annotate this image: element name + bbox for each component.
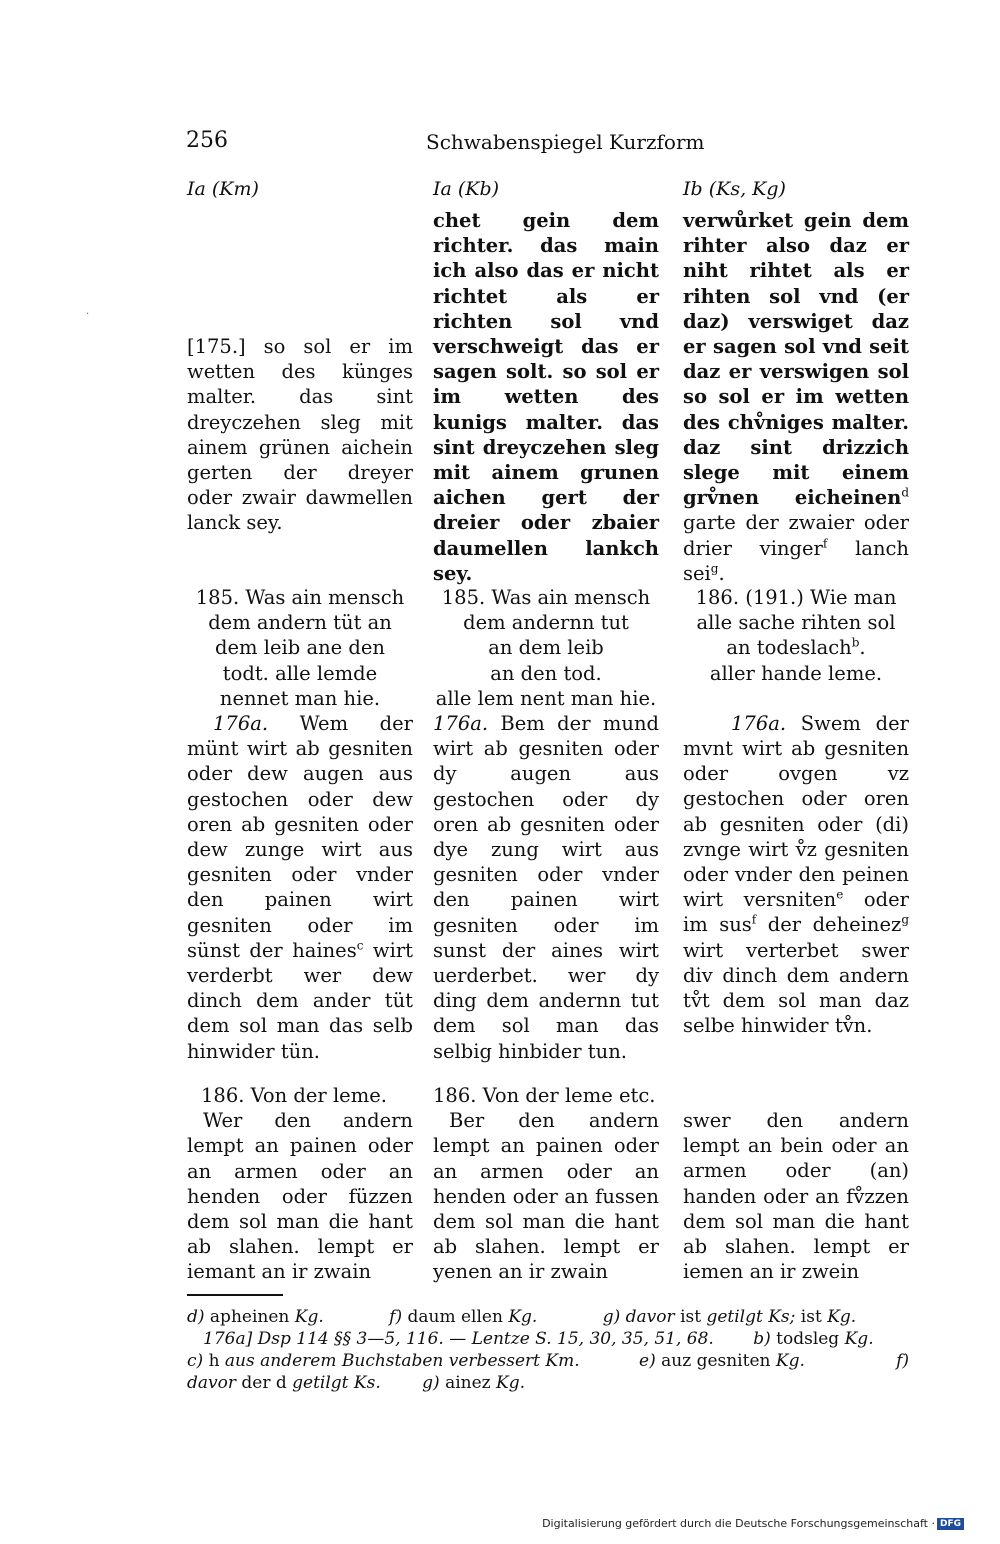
footnote-line-3 bbox=[187, 1350, 909, 1372]
footnote-ref: d bbox=[901, 485, 909, 500]
text: Digitalisierung gefördert durch die Deutsche Forschungsgemeinschaft · bbox=[542, 1517, 935, 1530]
title-line: todt. alle lemde bbox=[222, 661, 378, 685]
footnote-label: f) bbox=[896, 1351, 909, 1371]
footnote-label: b) bbox=[753, 1329, 771, 1349]
section-title bbox=[433, 585, 659, 711]
title-line: aller hande leme. bbox=[709, 661, 883, 685]
footnote-ref: b bbox=[851, 635, 860, 650]
title-line: an den tod. bbox=[490, 661, 602, 685]
block1-col-ks-kg bbox=[683, 208, 909, 586]
title-line: alle sache rihten sol bbox=[696, 611, 896, 635]
paragraph: Ber den andern lempt an painen oder an armen oder an henden oder an fussen dem sol man die hant ab slahen. lempt er yenen an ir zwain bbox=[433, 1109, 659, 1284]
footnote-label: f) bbox=[389, 1307, 403, 1327]
section-title: 186. Von der leme etc. bbox=[433, 1084, 656, 1107]
text: Wem der münt wirt ab gesniten oder dew augen aus gestochen oder dew oren ab gesniten oder dew zunge wirt aus gesniten oder vnder den painen wirt gesniten oder im sünst der haines bbox=[187, 712, 413, 962]
text: Swem der mvnt wirt ab gesniten oder ovgen vz gestochen oder oren ab gesniten oder (di) zvnge wirt v̊z gesniten oder vnder den peinen wirt versniten bbox=[683, 711, 909, 912]
page-number: 256 bbox=[186, 128, 228, 153]
title-line: dem andernn tut bbox=[463, 611, 629, 635]
digitization-note bbox=[542, 1517, 964, 1530]
footnote-label: g) bbox=[422, 1373, 440, 1393]
footnote-siglum: Kg. bbox=[775, 1351, 805, 1371]
footnote-ref: f bbox=[751, 912, 757, 927]
footnote-text: auz gesniten bbox=[661, 1351, 771, 1371]
footnote-text: apheinen bbox=[209, 1307, 290, 1327]
footnote-siglum: Kg. bbox=[844, 1329, 874, 1349]
footnote-ref: f bbox=[822, 536, 828, 551]
title-line: alle lem nent man hie. bbox=[435, 686, 657, 710]
footnote-text: ist bbox=[800, 1307, 822, 1327]
text: wirt verterbet swer div dinch dem andern tv̊t dem sol man daz selbe hinwider tv̊n. bbox=[683, 938, 909, 1038]
footnote-text: ist bbox=[680, 1307, 702, 1327]
text: wirt verderbt wer dew dinch dem ander tüt dem sol man das selb hinwider tün. bbox=[187, 938, 413, 1063]
margin-mark: · bbox=[86, 309, 90, 320]
dfg-logo: DFG bbox=[937, 1518, 964, 1530]
section-title bbox=[683, 585, 909, 686]
title-line: 185. Was ain mensch bbox=[441, 586, 651, 609]
title-line: an todeslach$^b$. bbox=[726, 635, 866, 660]
block2-col-km bbox=[187, 585, 413, 1064]
title-line: dem leib ane den bbox=[215, 636, 385, 660]
footnote-label: c) bbox=[187, 1351, 204, 1371]
paragraph: Wer den andern lempt an painen oder an armen oder an henden oder füzzen dem sol man die hant ab slahen. lempt er iemant an ir zwain bbox=[187, 1109, 413, 1284]
paragraph: [175.] so sol er im wetten des künges malter. das sint dreyczehen sleg mit ainem grünen aichein gerten der dreyer oder zwair dawmellen lanck sey. bbox=[187, 335, 413, 535]
article-number: 176a. bbox=[731, 711, 787, 735]
paragraph: chet gein dem richter. das main ich also das er nicht richtet als er richten sol vnd verschweigt das er sagen solt. so sol er im wetten des kunigs malter. das sint dreyczehen sleg mit ainem grunen aichen gert der dreier oder zbaier daumellen lankch sey. bbox=[433, 209, 659, 585]
block2-col-kb bbox=[433, 585, 659, 1064]
title-line: 185. Was ain mensch bbox=[195, 586, 405, 609]
text: der deheinez bbox=[756, 913, 902, 937]
footnote-label: e) bbox=[639, 1351, 656, 1371]
paragraph bbox=[433, 711, 659, 1064]
running-head: Schwabenspiegel Kurzform bbox=[426, 130, 705, 154]
footnote-rule bbox=[187, 1294, 283, 1296]
footnote-text: davor bbox=[187, 1373, 236, 1393]
block1-col-km bbox=[187, 334, 413, 536]
footnote-siglum: Kg. bbox=[294, 1307, 324, 1327]
footnote-text: 176a] Dsp 114 §§ 3—5, 116. — Lentze S. 15, 30, 35, 51, 68. bbox=[203, 1329, 714, 1349]
paragraph: swer den andern lempt an bein oder an armen oder (an) handen oder an fv̊zzen dem sol man die hant ab slahen. lempt er iemen an ir zwein bbox=[683, 1109, 909, 1284]
footnote-line-4 bbox=[187, 1372, 909, 1394]
text: oder im sus bbox=[683, 888, 909, 937]
footnote-text: aus anderem Buchstaben verbessert Km. bbox=[224, 1351, 580, 1371]
article-number: 176a. bbox=[213, 712, 269, 736]
block3-col-km bbox=[187, 1083, 413, 1285]
title-line: 186. (191.) Wie man bbox=[695, 586, 897, 609]
text: garte der zwaier oder drier vinger bbox=[683, 511, 909, 560]
paragraph bbox=[683, 208, 909, 586]
paragraph bbox=[187, 711, 413, 1064]
footnote-label: d) bbox=[187, 1307, 205, 1327]
footnote-text: getilgt Ks. bbox=[292, 1373, 381, 1393]
block1-col-kb bbox=[433, 208, 659, 586]
block3-col-ks-kg bbox=[683, 1108, 909, 1284]
block2-col-ks-kg bbox=[683, 585, 909, 1038]
footnote-text: daum ellen bbox=[407, 1307, 503, 1327]
title-line: an dem leib bbox=[488, 636, 604, 660]
text: Bem der mund wirt ab gesniten oder dy augen aus gestochen oder dy oren ab gesniten oder dye zung wirt aus gesniten oder vnder den painen wirt gesniten oder im sunst der aines wirt uerderbet. wer dy ding dem andernn tut dem sol man das selbig hinbider tun. bbox=[433, 712, 659, 1063]
footnote-ref: e bbox=[836, 887, 844, 902]
footnote-text: ainez bbox=[445, 1373, 491, 1393]
footnote-text: der d bbox=[241, 1373, 287, 1393]
title-line: nennet man hie. bbox=[219, 686, 381, 710]
footnote-text: todsleg bbox=[776, 1329, 840, 1349]
section-title bbox=[187, 585, 413, 711]
footnote-line-2 bbox=[203, 1328, 909, 1350]
footnote-line-1 bbox=[187, 1306, 909, 1328]
footnote-ref: g bbox=[710, 561, 719, 576]
column-heading-km: Ia (Km) bbox=[187, 178, 259, 200]
article-number: 176a. bbox=[433, 712, 489, 736]
column-heading-ks-kg: Ib (Ks, Kg) bbox=[683, 178, 786, 200]
footnote-text: getilgt Ks; bbox=[706, 1307, 796, 1327]
footnote-ref: g bbox=[901, 912, 909, 927]
column-heading-kb: Ia (Kb) bbox=[433, 178, 500, 200]
footnote-siglum: Kg. bbox=[496, 1373, 526, 1393]
footnote-text: h bbox=[208, 1351, 220, 1371]
section-title: 186. Von der leme. bbox=[201, 1084, 387, 1107]
footnote-siglum: Kg. bbox=[827, 1307, 857, 1327]
title-line: dem andern tüt an bbox=[208, 611, 392, 635]
footnote-ref: c bbox=[356, 938, 364, 953]
text: . bbox=[718, 561, 725, 585]
text: lanch sei bbox=[683, 536, 909, 585]
footnote-siglum: Kg. bbox=[508, 1307, 538, 1327]
text: verwůrket gein dem rihter also daz er niht rihtet als er rihten sol vnd (er daz) verswiget daz er sagen sol vnd seit daz er verswigen sol so sol er im wetten des chv̊niges malter. daz sint drizzich slege mit einem grv̊nen eicheinen bbox=[683, 209, 909, 510]
paragraph bbox=[683, 711, 909, 1039]
footnote-label: g) davor bbox=[602, 1307, 675, 1327]
block3-col-kb bbox=[433, 1083, 659, 1285]
text: an todeslach bbox=[726, 636, 852, 660]
